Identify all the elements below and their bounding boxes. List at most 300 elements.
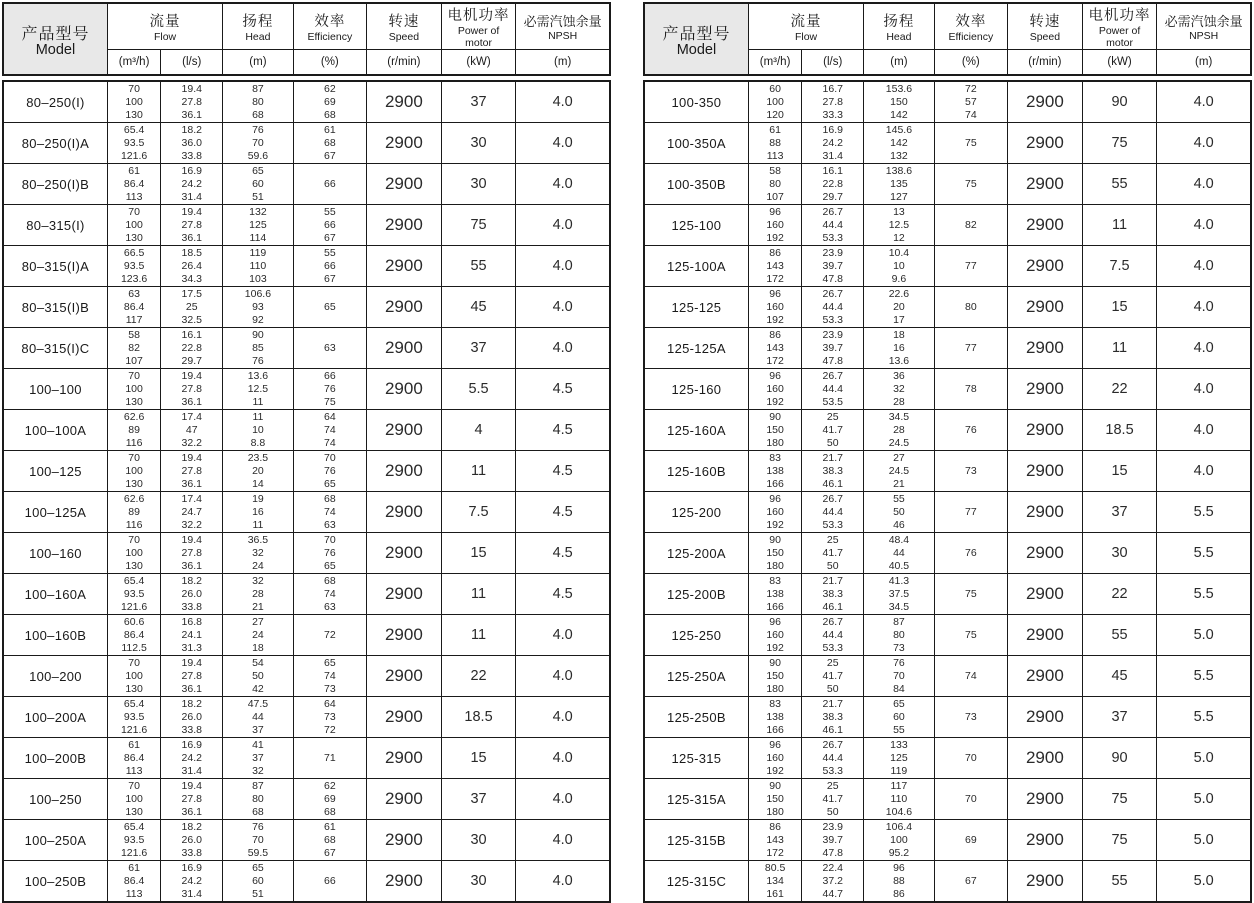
value-line: 36.5	[247, 533, 269, 546]
value-line: 113	[125, 764, 143, 777]
value-line: 96	[769, 287, 781, 300]
value-line: 76	[964, 423, 977, 436]
efficiency-cell	[293, 246, 366, 287]
model-cell: 100–200	[3, 656, 107, 697]
header-flow-zh: 流量	[790, 13, 822, 30]
flow-ls-cell-values	[802, 575, 863, 614]
speed-cell: 2900	[367, 656, 442, 697]
power-cell: 7.5	[1082, 246, 1157, 287]
value-line: 106.4	[885, 820, 913, 833]
efficiency-cell-values	[935, 670, 1007, 683]
value-line: 55	[893, 723, 905, 736]
efficiency-cell	[934, 738, 1007, 779]
model-cell: 80–315(I)	[3, 205, 107, 246]
value-line: 103	[249, 272, 267, 285]
value-line: 77	[964, 259, 977, 272]
efficiency-cell-values	[935, 547, 1007, 560]
npsh-cell: 4.0	[516, 861, 610, 903]
value-line: 70	[893, 669, 905, 682]
flow-m3h-cell-values	[749, 534, 801, 573]
head-cell	[223, 123, 293, 164]
flow-m3h-cell	[748, 328, 801, 369]
speed-cell: 2900	[1008, 697, 1083, 738]
value-line: 12	[893, 231, 905, 244]
model-cell: 100–160A	[3, 574, 107, 615]
value-line: 68	[252, 108, 264, 121]
header-model	[644, 3, 748, 75]
table-row	[644, 574, 1251, 615]
value-line: 54	[252, 656, 264, 669]
efficiency-cell-values	[294, 370, 366, 409]
value-line: 100	[125, 464, 143, 477]
efficiency-cell	[293, 205, 366, 246]
power-cell: 37	[1082, 697, 1157, 738]
header-npsh	[516, 3, 610, 50]
value-line: 44.4	[822, 628, 843, 641]
flow-m3h-cell-values	[108, 780, 160, 819]
value-line: 75	[964, 136, 977, 149]
value-line: 93.5	[123, 136, 145, 149]
value-line: 32	[252, 764, 264, 777]
flow-ls-cell	[802, 656, 864, 697]
efficiency-cell-values	[935, 83, 1007, 122]
header-power	[441, 3, 516, 50]
table-row	[644, 410, 1251, 451]
value-line: 33.8	[181, 723, 202, 736]
flow-ls-cell	[802, 533, 864, 574]
flow-m3h-cell	[107, 738, 160, 779]
value-line: 19.4	[181, 451, 202, 464]
value-line: 36.1	[181, 231, 202, 244]
flow-m3h-cell-values	[108, 329, 160, 368]
npsh-cell: 5.5	[1157, 492, 1251, 533]
power-cell: 7.5	[441, 492, 516, 533]
value-line: 143	[766, 259, 784, 272]
value-line: 22.4	[822, 861, 843, 874]
efficiency-cell-values	[935, 301, 1007, 314]
model-cell: 100-350B	[644, 164, 748, 205]
value-line: 41.7	[822, 669, 843, 682]
head-cell	[223, 205, 293, 246]
flow-m3h-cell	[748, 574, 801, 615]
value-line: 47.5	[247, 697, 269, 710]
value-line: 40.5	[888, 559, 910, 572]
value-line: 66	[323, 874, 336, 887]
value-line: 90	[769, 779, 781, 792]
speed-cell: 2900	[367, 779, 442, 820]
flow-m3h-cell-values	[108, 739, 160, 778]
speed-cell: 2900	[367, 451, 442, 492]
value-line: 67	[323, 846, 336, 859]
head-cell	[864, 451, 934, 492]
flow-ls-cell	[161, 492, 223, 533]
table-row	[644, 123, 1251, 164]
power-cell: 11	[441, 574, 516, 615]
model-cell: 100–125	[3, 451, 107, 492]
header-power-zh: 电机功率	[1088, 8, 1151, 24]
speed-cell: 2900	[1008, 123, 1083, 164]
efficiency-cell	[293, 81, 366, 123]
value-line: 65	[252, 861, 264, 874]
value-line: 145.6	[885, 123, 913, 136]
value-line: 63	[323, 341, 336, 354]
head-cell-values	[223, 534, 292, 573]
head-cell	[223, 328, 293, 369]
flow-m3h-cell-values	[749, 124, 801, 163]
value-line: 16.9	[181, 164, 202, 177]
model-cell: 80–250(I)B	[3, 164, 107, 205]
value-line: 53.3	[822, 641, 843, 654]
flow-ls-cell	[802, 779, 864, 820]
value-line: 70	[128, 656, 140, 669]
model-cell: 100-350	[644, 81, 748, 123]
head-cell	[864, 164, 934, 205]
flow-m3h-cell	[107, 779, 160, 820]
flow-m3h-cell	[748, 738, 801, 779]
unit-power: (kW)	[441, 50, 516, 76]
power-cell: 37	[441, 328, 516, 369]
flow-ls-cell-values	[802, 370, 863, 409]
flow-ls-cell-values	[161, 657, 222, 696]
value-line: 138	[766, 587, 784, 600]
flow-ls-cell-values	[802, 206, 863, 245]
power-cell: 18.5	[441, 697, 516, 738]
flow-m3h-cell	[107, 820, 160, 861]
npsh-cell: 5.5	[1157, 697, 1251, 738]
header-power-en: Power of motor	[1098, 25, 1141, 49]
efficiency-cell	[934, 328, 1007, 369]
flow-ls-cell	[161, 246, 223, 287]
value-line: 31.4	[822, 149, 843, 162]
model-cell: 100–250B	[3, 861, 107, 903]
value-line: 62	[323, 82, 336, 95]
value-line: 26.7	[822, 287, 843, 300]
flow-m3h-cell	[748, 410, 801, 451]
flow-m3h-cell	[748, 369, 801, 410]
unit-npsh: (m)	[516, 50, 610, 76]
head-cell	[223, 861, 293, 903]
value-line: 130	[125, 108, 143, 121]
flow-ls-cell-values	[802, 247, 863, 286]
flow-ls-cell-values	[802, 83, 863, 122]
value-line: 33.8	[181, 600, 202, 613]
value-line: 13.6	[247, 369, 269, 382]
value-line: 36.1	[181, 108, 202, 121]
flow-ls-cell	[802, 820, 864, 861]
value-line: 12.5	[247, 382, 269, 395]
head-cell-values	[864, 575, 933, 614]
value-line: 61	[128, 738, 140, 751]
head-cell	[223, 451, 293, 492]
model-cell: 125-315A	[644, 779, 748, 820]
flow-ls-cell	[161, 164, 223, 205]
npsh-cell: 4.0	[516, 738, 610, 779]
value-line: 27.8	[181, 95, 202, 108]
npsh-cell: 5.0	[1157, 615, 1251, 656]
value-line: 13	[893, 205, 905, 218]
value-line: 89	[128, 423, 140, 436]
power-cell: 22	[1082, 369, 1157, 410]
value-line: 44	[252, 710, 264, 723]
value-line: 143	[766, 341, 784, 354]
value-line: 27	[893, 451, 905, 464]
npsh-cell: 4.0	[1157, 246, 1251, 287]
efficiency-cell	[293, 328, 366, 369]
value-line: 55	[323, 205, 336, 218]
head-cell	[223, 574, 293, 615]
value-line: 18.2	[181, 820, 202, 833]
value-line: 86.4	[123, 177, 145, 190]
efficiency-cell-values	[294, 752, 366, 765]
value-line: 47	[185, 423, 198, 436]
value-line: 93.5	[123, 710, 145, 723]
value-line: 19.4	[181, 779, 202, 792]
table-row	[644, 697, 1251, 738]
flow-ls-cell-values	[802, 452, 863, 491]
power-cell: 55	[441, 246, 516, 287]
value-line: 68	[252, 805, 264, 818]
value-line: 50	[826, 559, 839, 572]
value-line: 125	[890, 751, 908, 764]
head-cell	[223, 410, 293, 451]
value-line: 38.3	[822, 710, 843, 723]
value-line: 39.7	[822, 341, 843, 354]
model-cell: 125-200A	[644, 533, 748, 574]
npsh-cell: 5.0	[1157, 779, 1251, 820]
value-line: 133	[890, 738, 908, 751]
flow-m3h-cell-values	[749, 493, 801, 532]
flow-m3h-cell-values	[749, 698, 801, 737]
flow-ls-cell-values	[161, 739, 222, 778]
header-efficiency	[293, 3, 366, 50]
value-line: 90	[769, 656, 781, 669]
value-line: 25	[826, 779, 839, 792]
value-line: 86	[769, 246, 781, 259]
header-head	[223, 3, 293, 50]
value-line: 18.2	[181, 697, 202, 710]
efficiency-cell-values	[935, 465, 1007, 478]
value-line: 28	[893, 423, 905, 436]
flow-ls-cell	[802, 123, 864, 164]
value-line: 160	[766, 505, 784, 518]
power-cell: 45	[1082, 656, 1157, 697]
value-line: 86.4	[123, 874, 145, 887]
value-line: 46.1	[822, 477, 843, 490]
value-line: 69	[964, 833, 977, 846]
value-line: 70	[323, 533, 336, 546]
head-cell-values	[864, 739, 933, 778]
power-cell: 11	[1082, 205, 1157, 246]
efficiency-cell-values	[935, 875, 1007, 888]
table-row	[644, 205, 1251, 246]
flow-m3h-cell-values	[108, 83, 160, 122]
power-cell: 90	[1082, 81, 1157, 123]
model-cell: 125-315C	[644, 861, 748, 903]
value-line: 90	[252, 328, 264, 341]
model-cell: 125-160A	[644, 410, 748, 451]
header-speed-en: Speed	[388, 30, 420, 43]
speed-cell: 2900	[1008, 492, 1083, 533]
efficiency-cell-values	[294, 493, 366, 532]
efficiency-cell-values	[935, 629, 1007, 642]
speed-cell: 2900	[1008, 369, 1083, 410]
value-line: 16.9	[181, 861, 202, 874]
flow-ls-cell	[802, 81, 864, 123]
npsh-cell: 4.0	[516, 123, 610, 164]
value-line: 10.4	[888, 246, 910, 259]
head-cell-values	[223, 616, 292, 655]
flow-ls-cell-values	[161, 452, 222, 491]
value-line: 76	[893, 656, 905, 669]
power-cell: 30	[441, 164, 516, 205]
flow-m3h-cell	[107, 287, 160, 328]
flow-ls-cell	[802, 328, 864, 369]
flow-ls-cell-values	[161, 370, 222, 409]
flow-m3h-cell	[748, 861, 801, 903]
value-line: 74	[323, 587, 336, 600]
value-line: 31.3	[181, 641, 202, 654]
head-cell-values	[864, 329, 933, 368]
flow-ls-cell	[802, 697, 864, 738]
flow-ls-cell	[802, 861, 864, 903]
value-line: 87	[893, 615, 905, 628]
value-line: 74	[323, 669, 336, 682]
value-line: 37	[252, 723, 264, 736]
value-line: 24.2	[822, 136, 843, 149]
value-line: 25	[826, 533, 839, 546]
value-line: 121.6	[120, 149, 148, 162]
value-line: 24.1	[181, 628, 202, 641]
flow-ls-cell	[161, 205, 223, 246]
value-line: 160	[766, 218, 784, 231]
value-line: 19.4	[181, 205, 202, 218]
value-line: 67	[964, 874, 977, 887]
flow-ls-cell-values	[161, 575, 222, 614]
table-row	[644, 492, 1251, 533]
speed-cell: 2900	[367, 328, 442, 369]
flow-m3h-cell	[107, 533, 160, 574]
flow-ls-cell-values	[802, 657, 863, 696]
power-cell: 11	[1082, 328, 1157, 369]
npsh-cell: 4.5	[516, 574, 610, 615]
npsh-cell: 5.0	[1157, 738, 1251, 779]
npsh-cell: 4.0	[516, 81, 610, 123]
value-line: 63	[128, 287, 140, 300]
unit-efficiency: (%)	[934, 50, 1007, 76]
value-line: 74	[964, 108, 977, 121]
flow-ls-cell	[802, 205, 864, 246]
value-line: 18	[252, 641, 264, 654]
efficiency-cell	[934, 205, 1007, 246]
value-line: 68	[323, 108, 336, 121]
speed-cell: 2900	[1008, 574, 1083, 615]
model-cell: 80–250(I)	[3, 81, 107, 123]
flow-m3h-cell-values	[749, 862, 801, 901]
value-line: 31.4	[181, 887, 202, 900]
value-line: 64	[323, 410, 336, 423]
unit-efficiency: (%)	[293, 50, 366, 76]
value-line: 29.7	[181, 354, 202, 367]
value-line: 51	[252, 887, 264, 900]
head-cell-values	[223, 288, 292, 327]
value-line: 69	[323, 792, 336, 805]
header-efficiency-zh: 效率	[314, 13, 346, 30]
value-line: 23.5	[247, 451, 269, 464]
value-line: 33.8	[181, 846, 202, 859]
table-row	[644, 615, 1251, 656]
value-line: 19.4	[181, 656, 202, 669]
value-line: 27.8	[181, 218, 202, 231]
value-line: 46.1	[822, 723, 843, 736]
npsh-cell: 4.0	[516, 164, 610, 205]
power-cell: 55	[1082, 164, 1157, 205]
speed-cell: 2900	[1008, 615, 1083, 656]
efficiency-cell	[293, 738, 366, 779]
efficiency-cell	[293, 287, 366, 328]
unit-power: (kW)	[1082, 50, 1157, 76]
value-line: 47.8	[822, 354, 843, 367]
head-cell	[223, 81, 293, 123]
unit-head: (m)	[864, 50, 934, 76]
flow-m3h-cell	[107, 615, 160, 656]
npsh-cell: 4.5	[516, 533, 610, 574]
head-cell-values	[864, 288, 933, 327]
header-flow-en: Flow	[794, 30, 818, 43]
flow-ls-cell	[802, 410, 864, 451]
power-cell: 30	[1082, 533, 1157, 574]
npsh-cell: 4.5	[516, 410, 610, 451]
head-cell	[864, 205, 934, 246]
npsh-cell: 5.5	[1157, 533, 1251, 574]
head-cell-values	[864, 821, 933, 860]
value-line: 100	[125, 95, 143, 108]
efficiency-cell	[293, 164, 366, 205]
table-row	[644, 820, 1251, 861]
head-cell	[864, 81, 934, 123]
table-row	[3, 615, 610, 656]
flow-ls-cell-values	[802, 698, 863, 737]
value-line: 86.4	[123, 300, 145, 313]
table-row	[3, 861, 610, 903]
value-line: 74	[323, 436, 336, 449]
value-line: 73	[323, 682, 336, 695]
value-line: 32	[252, 546, 264, 559]
flow-m3h-cell-values	[749, 821, 801, 860]
table-row	[3, 574, 610, 615]
value-line: 130	[125, 395, 143, 408]
value-line: 60	[252, 177, 264, 190]
value-line: 76	[252, 354, 264, 367]
value-line: 68	[323, 574, 336, 587]
value-line: 180	[766, 682, 784, 695]
efficiency-cell	[934, 574, 1007, 615]
head-cell-values	[223, 165, 292, 204]
head-cell	[864, 656, 934, 697]
value-line: 192	[766, 764, 784, 777]
value-line: 82	[964, 218, 977, 231]
flow-m3h-cell	[748, 81, 801, 123]
flow-m3h-cell-values	[108, 370, 160, 409]
value-line: 16.7	[822, 82, 843, 95]
value-line: 19	[252, 492, 264, 505]
power-cell: 30	[441, 123, 516, 164]
value-line: 107	[125, 354, 143, 367]
value-line: 44.4	[822, 751, 843, 764]
value-line: 100	[125, 792, 143, 805]
value-line: 60	[893, 710, 905, 723]
power-cell: 90	[1082, 738, 1157, 779]
value-line: 39.7	[822, 833, 843, 846]
